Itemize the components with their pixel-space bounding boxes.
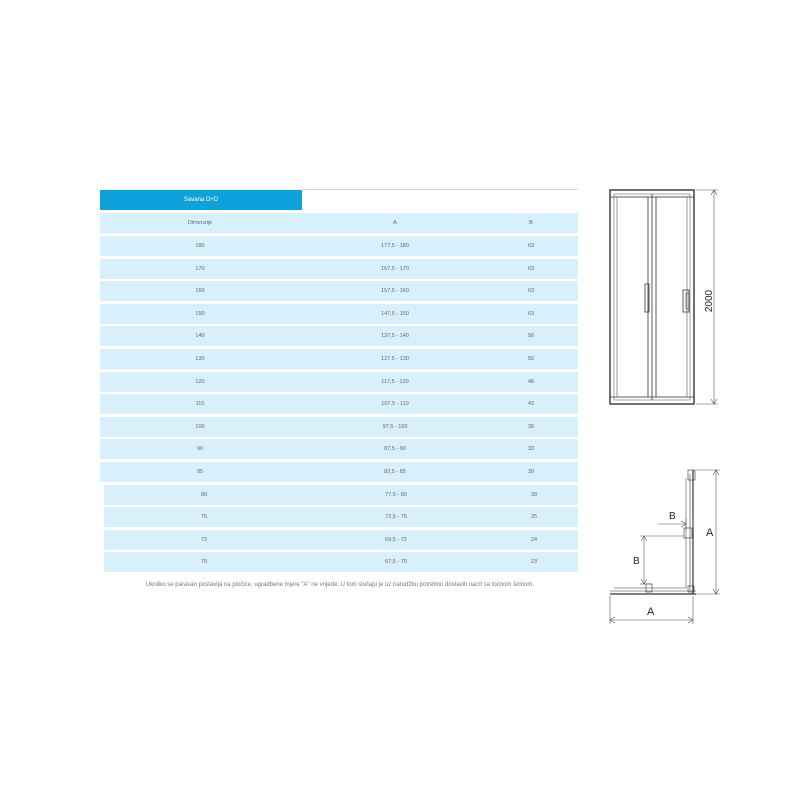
cell-a: 77,5 - 80 xyxy=(385,492,407,498)
cell-dimenzije: 130 xyxy=(195,356,205,362)
table-row xyxy=(104,552,578,572)
cell-a: 82,5 - 85 xyxy=(384,469,406,475)
cell-a: 137,5 - 140 xyxy=(381,333,409,339)
cell-b: 25 xyxy=(530,514,538,520)
cell-b: 46 xyxy=(527,379,535,385)
table-row xyxy=(100,462,578,482)
table-row xyxy=(100,304,578,324)
cell-dimenzije: 70 xyxy=(200,559,208,565)
tab-divider xyxy=(302,189,578,190)
cell-dimenzije: 100 xyxy=(195,424,205,430)
tab-savana[interactable]: Savana D+D xyxy=(100,190,302,210)
header-dimenzije: Dimenzije xyxy=(187,220,213,226)
cell-dimenzije: 170 xyxy=(195,266,205,272)
plan-label-b-side: B xyxy=(633,556,640,567)
table-row xyxy=(100,236,578,256)
cell-b: 30 xyxy=(527,469,535,475)
cell-a: 127,5 - 130 xyxy=(381,356,409,362)
cell-a: 97,5 - 100 xyxy=(382,424,408,430)
cell-b: 24 xyxy=(530,537,538,543)
cell-dimenzije: 72 xyxy=(200,537,208,543)
cell-b: 56 xyxy=(527,333,535,339)
cell-dimenzije: 160 xyxy=(195,288,205,294)
table-row xyxy=(100,394,578,414)
cell-dimenzije: 120 xyxy=(195,379,205,385)
table-row xyxy=(100,372,578,392)
header-a: A xyxy=(393,220,397,226)
height-dimension-label: 2000 xyxy=(704,289,715,313)
cell-b: 23 xyxy=(530,559,538,565)
table-row xyxy=(100,417,578,437)
plan-view-drawing xyxy=(600,460,730,630)
table-row xyxy=(104,530,578,550)
cell-a: 72,5 - 75 xyxy=(385,514,407,520)
table-row xyxy=(100,326,578,346)
table-row xyxy=(100,439,578,459)
cell-dimenzije: 140 xyxy=(195,333,205,339)
plan-label-b-top: B xyxy=(669,511,676,522)
cell-b: 36 xyxy=(527,424,535,430)
handle-left xyxy=(645,284,649,312)
cell-a: 67,5 - 70 xyxy=(385,559,407,565)
cell-dimenzije: 80 xyxy=(200,492,208,498)
front-elevation-drawing xyxy=(600,183,730,413)
cell-b: 63 xyxy=(527,288,535,294)
cell-b: 28 xyxy=(530,492,538,498)
cell-b: 33 xyxy=(527,446,535,452)
cell-a: 87,5 - 90 xyxy=(384,446,406,452)
cell-b: 63 xyxy=(527,266,535,272)
table-row xyxy=(100,281,578,301)
cell-b: 50 xyxy=(527,356,535,362)
plan-label-a-vertical: A xyxy=(706,527,714,539)
cell-a: 177,5 - 180 xyxy=(381,243,409,249)
cell-a: 167,5 - 170 xyxy=(381,266,409,272)
cell-a: 107,5 - 110 xyxy=(381,401,409,407)
cell-a: 157,5 - 160 xyxy=(381,288,409,294)
cell-dimenzije: 110 xyxy=(195,401,205,407)
cell-dimenzije: 90 xyxy=(196,446,204,452)
header-b: B xyxy=(529,220,533,226)
table-header-row xyxy=(100,213,578,233)
plan-label-a-horizontal: A xyxy=(647,606,655,618)
table-row xyxy=(100,259,578,279)
table-row xyxy=(100,349,578,369)
cell-b: 63 xyxy=(527,311,535,317)
cell-b: 43 xyxy=(527,401,535,407)
cell-a: 147,5 - 150 xyxy=(381,311,409,317)
table-row xyxy=(104,507,578,527)
installation-note: Ukoliko se paravan postavlja na pločice, ugradbene mjere "A" ne vrijede. U tom slučaju je uz narudžbu potrebno dostaviti nacrt sa točnom širinom. xyxy=(145,582,535,588)
cell-b: 63 xyxy=(527,243,535,249)
cell-dimenzije: 75 xyxy=(200,514,208,520)
cell-dimenzije: 180 xyxy=(195,243,205,249)
table-row xyxy=(104,485,578,505)
cell-a: 117,5 - 120 xyxy=(381,379,409,385)
cell-dimenzije: 150 xyxy=(195,311,205,317)
cell-a: 69,5 - 72 xyxy=(385,537,407,543)
cell-dimenzije: 85 xyxy=(196,469,204,475)
